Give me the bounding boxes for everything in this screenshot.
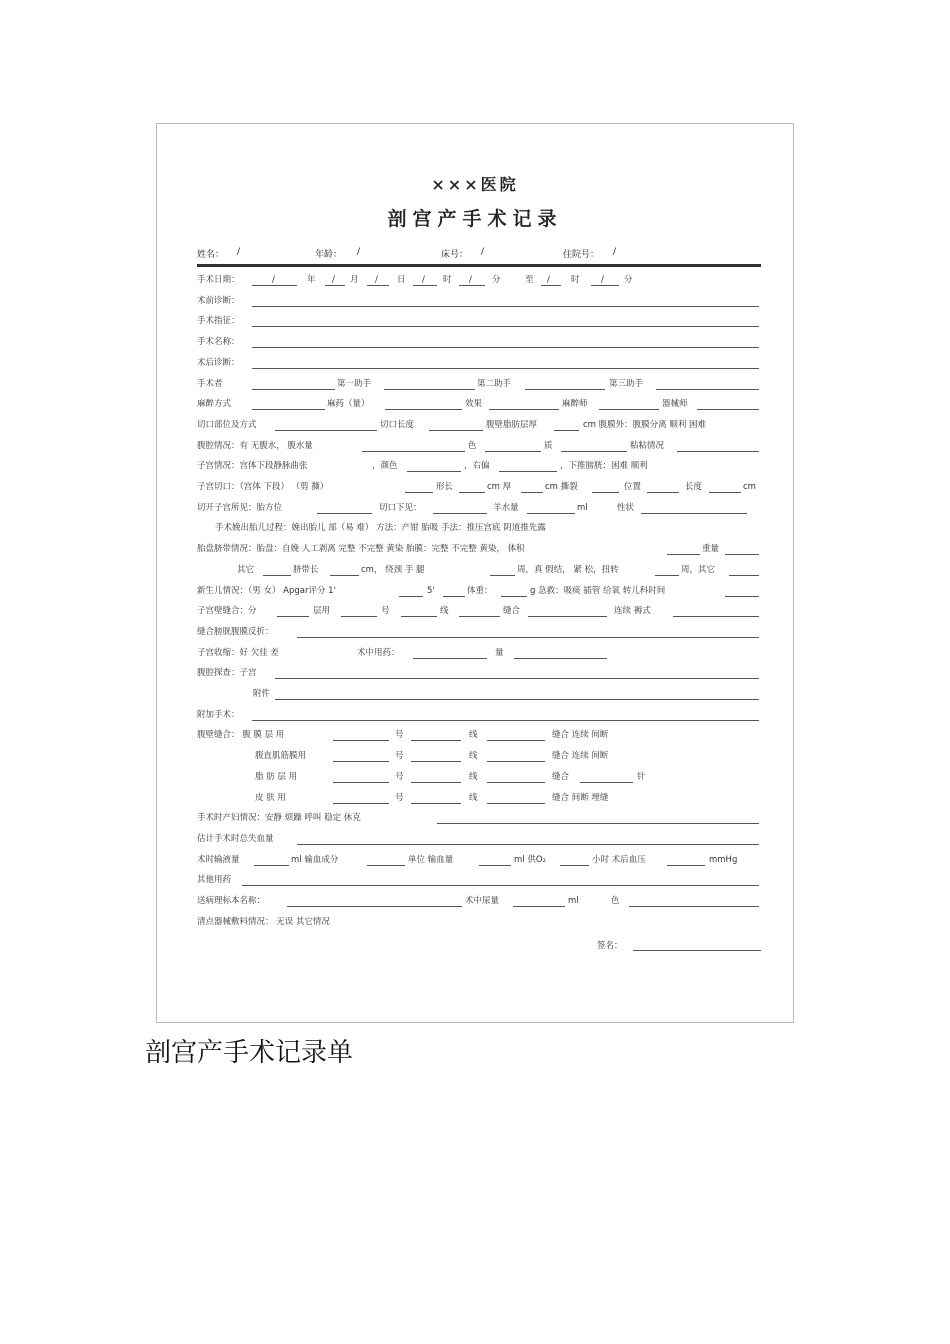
bed-value: / <box>481 247 485 257</box>
fill-in-line[interactable] <box>252 720 759 721</box>
fill-in-line[interactable] <box>252 347 759 348</box>
fill-in-line[interactable] <box>729 575 759 576</box>
field-label: 量 <box>495 647 504 658</box>
field-label: 位置 <box>624 482 642 492</box>
field-label: 5' <box>427 585 435 596</box>
field-label: 其它 <box>237 564 255 575</box>
field-label: 重量 <box>702 544 720 555</box>
form-row-opening-uterus <box>197 502 761 516</box>
field-label: / <box>547 275 550 285</box>
field-label: 清点器械敷料情况： 无误 其它情况 <box>197 916 330 927</box>
field-label: 手术娩出胎儿过程：娩出胎儿 部（易 难） 方法：产钳 胎吸 手法：推压宫底 阴道推先露 <box>215 523 546 534</box>
fill-in-line[interactable] <box>499 471 557 472</box>
signature-line[interactable] <box>633 950 761 951</box>
signature-row <box>197 939 761 953</box>
form-row-newborn <box>197 585 761 599</box>
form-title: 剖宫产手术记录 <box>387 208 563 230</box>
fill-in-line[interactable] <box>443 596 465 597</box>
fill-in-line[interactable] <box>487 782 545 783</box>
fill-in-line[interactable] <box>405 492 433 493</box>
form-row-peritoneal <box>197 440 761 454</box>
fill-in-line[interactable] <box>333 740 389 741</box>
form-row-surgeons <box>197 378 761 392</box>
form-row-instruments <box>197 916 761 930</box>
field-label: 线 <box>469 751 478 762</box>
field-label: ml 供O₂ <box>514 854 546 865</box>
field-label: 缝合膀胱腹膜反折： <box>197 626 274 637</box>
fill-in-line[interactable] <box>252 389 335 390</box>
form-row-bladder-peritoneum <box>197 626 761 640</box>
field-label: 切口下见： <box>379 502 422 513</box>
fill-in-line[interactable] <box>641 513 747 514</box>
fill-in-line[interactable] <box>333 782 389 783</box>
form-row-date <box>197 274 761 288</box>
fill-in-line[interactable] <box>667 865 705 866</box>
form-row-preop-dx <box>197 295 761 309</box>
fill-in-line[interactable] <box>411 740 461 741</box>
field-label: 号 <box>395 792 404 803</box>
field-label: 缝合 连续 间断 <box>552 751 609 762</box>
field-label: cm， 绕颈 手 腿 <box>361 564 425 575</box>
fill-in-line[interactable] <box>591 285 619 286</box>
field-label: 腹壁脂肪层厚 <box>486 419 538 430</box>
field-label: 线 <box>440 606 449 617</box>
fill-in-line[interactable] <box>254 865 289 866</box>
field-label: 第一助手 <box>337 378 372 389</box>
field-label: 腹腔探查：子宫 <box>197 668 257 679</box>
field-label: 术中用药： <box>357 647 400 658</box>
fill-in-line[interactable] <box>252 409 325 410</box>
fill-in-line[interactable] <box>413 658 487 659</box>
field-label: ml 输血成分 <box>291 854 339 865</box>
fill-in-line[interactable] <box>275 678 759 679</box>
header-divider <box>197 264 761 267</box>
field-label: 新生儿情况：（男 女） Apgar评分 1' <box>197 585 336 596</box>
form-row-other-meds <box>197 874 761 888</box>
field-label: 粘粘情况 <box>630 440 665 451</box>
patient-info-row <box>197 247 761 261</box>
fill-in-line[interactable] <box>541 285 561 286</box>
form-row-blood-loss <box>197 833 761 847</box>
field-label: 分 <box>492 275 501 285</box>
field-label: 腹腔情况：有 无腹水， 腹水量 <box>197 440 313 451</box>
form-row-cord <box>197 564 761 578</box>
fill-in-line[interactable] <box>479 865 511 866</box>
signature-label: 签名： <box>597 941 623 951</box>
fill-in-line[interactable] <box>287 906 462 907</box>
fill-in-line[interactable] <box>384 389 475 390</box>
form-row-pathology <box>197 895 761 909</box>
fill-in-line[interactable] <box>277 616 309 617</box>
field-label: 号 <box>395 730 404 741</box>
fill-in-line[interactable] <box>725 596 759 597</box>
fill-in-line[interactable] <box>527 513 575 514</box>
field-label: 术时输液量 <box>197 854 240 865</box>
field-label: / <box>469 275 472 285</box>
form-row-placenta <box>197 543 761 557</box>
form-row-suture-rectus <box>197 750 761 764</box>
field-label: / <box>375 275 378 285</box>
fill-in-line[interactable] <box>459 616 500 617</box>
fill-in-line[interactable] <box>333 803 389 804</box>
fill-in-line[interactable] <box>411 803 461 804</box>
field-label: 性状 <box>617 502 635 513</box>
fill-in-line[interactable] <box>525 389 605 390</box>
field-label: 胎盘脐带情况：胎盘：自娩 人工剥离 完整 不完整 黄染 胎膜：完整 不完整 黄染， 体积 <box>197 544 525 555</box>
fill-in-line[interactable] <box>252 368 759 369</box>
fill-in-line[interactable] <box>317 513 372 514</box>
form-row-postop-dx <box>197 357 761 371</box>
field-label: 质 <box>544 440 553 451</box>
field-label: ml <box>568 896 579 906</box>
fill-in-line[interactable] <box>697 409 759 410</box>
form-row-uterine-suture <box>197 605 761 619</box>
fill-in-line[interactable] <box>599 409 659 410</box>
fill-in-line[interactable] <box>459 285 485 286</box>
fill-in-line[interactable] <box>333 761 389 762</box>
fill-in-line[interactable] <box>437 823 759 824</box>
field-label: 长度 <box>685 482 703 492</box>
field-label: / <box>601 275 604 285</box>
fill-in-line[interactable] <box>252 326 759 327</box>
form-row-incision <box>197 419 761 433</box>
age-value: / <box>357 247 361 257</box>
field-label: 手术时产妇情况：安静 烦躁 呼叫 稳定 休克 <box>197 813 361 824</box>
field-label: 层用 <box>313 606 331 617</box>
field-label: 其他用药 <box>197 875 232 886</box>
fill-in-line[interactable] <box>673 616 759 617</box>
fill-in-line[interactable] <box>330 575 359 576</box>
form-row-infusion <box>197 854 761 868</box>
field-label: 手术指征： <box>197 316 240 327</box>
name-label: 姓名： <box>197 250 225 260</box>
form-row-uterine-incision <box>197 481 761 495</box>
field-label: 第二助手 <box>477 378 512 389</box>
field-label: 附件 <box>253 689 271 699</box>
form-row-anesthesia <box>197 398 761 412</box>
fill-in-line[interactable] <box>362 451 465 452</box>
fill-in-line[interactable] <box>341 616 377 617</box>
field-label: 脂 肪 层 用 <box>255 771 298 782</box>
fill-in-line[interactable] <box>487 740 545 741</box>
form-row-explore-adnexa <box>197 688 761 702</box>
field-label: ，右偏 <box>464 461 490 472</box>
fill-in-line[interactable] <box>513 906 565 907</box>
fill-in-line[interactable] <box>275 430 377 431</box>
field-label: 色 <box>468 440 477 451</box>
field-label: 分 <box>624 275 633 285</box>
fill-in-line[interactable] <box>325 285 345 286</box>
field-label: cm 腹膜外：腹膜分离 顺利 困难 <box>583 419 707 430</box>
field-label: 小时 术后血压 <box>592 854 646 865</box>
bed-label: 床号： <box>441 250 469 260</box>
fill-in-line[interactable] <box>485 451 541 452</box>
form-row-uterus <box>197 460 761 474</box>
fill-in-line[interactable] <box>489 409 559 410</box>
field-label: 子宫情况：宫体下段静脉曲张 <box>197 461 308 472</box>
field-label: 年 <box>307 275 316 285</box>
fill-in-line[interactable] <box>725 554 759 555</box>
fill-in-line[interactable] <box>385 409 462 410</box>
field-label: 子宫壁缝合：分 <box>197 606 257 617</box>
field-label: / <box>272 275 275 285</box>
field-label: 器械师 <box>662 399 688 410</box>
field-label: ，下推膀胱：困难 顺利 <box>560 461 648 472</box>
field-label: / <box>422 275 425 285</box>
field-label: 术中尿量 <box>465 896 500 906</box>
fill-in-line[interactable] <box>554 430 579 431</box>
field-label: 缝合 <box>503 606 521 617</box>
form-row-suture-fat <box>197 771 761 785</box>
field-label: 号 <box>395 751 404 762</box>
fill-in-line[interactable] <box>411 782 461 783</box>
fill-in-line[interactable] <box>275 699 759 700</box>
fill-in-line[interactable] <box>242 885 759 886</box>
form-row-delivery <box>197 522 761 536</box>
field-label: cm 撕裂 <box>545 482 578 492</box>
field-label: g 急救：吸痰 插管 给氧 转儿科时间 <box>530 585 666 596</box>
field-label: 子宫收缩：好 欠佳 差 <box>197 647 279 658</box>
form-row-maternal <box>197 812 761 826</box>
field-label: mmHg <box>709 854 738 865</box>
field-label: cm <box>743 482 756 492</box>
form-row-indication <box>197 315 761 329</box>
fill-in-line[interactable] <box>656 389 759 390</box>
field-label: 时 <box>571 275 580 285</box>
field-label: 连续 褥式 <box>614 606 651 617</box>
field-label: 体重： <box>467 585 493 596</box>
field-label: 缝合 连续 间断 <box>552 730 609 741</box>
field-label: 手术日期： <box>197 275 240 285</box>
field-label: 送病理标本名称： <box>197 896 266 906</box>
field-label: 周，其它 <box>681 564 716 575</box>
field-label: 线 <box>469 771 478 782</box>
form-row-explore-uterus <box>197 667 761 681</box>
field-label: 手术者 <box>197 378 223 389</box>
fill-in-line[interactable] <box>487 803 545 804</box>
fill-in-line[interactable] <box>297 637 759 638</box>
fill-in-line[interactable] <box>297 844 759 845</box>
field-label: 单位 输血量 <box>408 854 454 865</box>
field-label: 号 <box>381 606 390 617</box>
field-label: 估计手术时总失血量 <box>197 833 274 844</box>
field-label: 时 <box>443 275 452 285</box>
field-label: 线 <box>469 792 478 803</box>
form-row-suture-peritoneum <box>197 729 761 743</box>
fill-in-line[interactable] <box>655 575 679 576</box>
field-label: 附加手术： <box>197 709 240 720</box>
fill-in-line[interactable] <box>399 596 423 597</box>
field-label: cm 厚 <box>487 482 512 492</box>
age-label: 年龄： <box>315 250 343 260</box>
fill-in-line[interactable] <box>429 430 483 431</box>
page-caption: 剖宫产手术记录单 <box>145 1038 354 1068</box>
field-label: 至 <box>525 275 534 285</box>
fill-in-line[interactable] <box>413 285 437 286</box>
field-label: 缝合 <box>552 771 570 782</box>
field-label: 色 <box>611 896 620 906</box>
field-label: 麻醉方式 <box>197 399 232 410</box>
field-label: 皮 肤 用 <box>255 792 286 803</box>
fill-in-line[interactable] <box>487 761 545 762</box>
field-label: 子宫切口：（宫体 下段） （剪 撕） <box>197 482 329 492</box>
field-label: 号 <box>395 771 404 782</box>
field-label: ml <box>577 502 588 513</box>
field-label: 日 <box>397 275 406 285</box>
fill-in-line[interactable] <box>629 906 759 907</box>
fill-in-line[interactable] <box>647 492 679 493</box>
fill-in-line[interactable] <box>367 865 405 866</box>
fill-in-line[interactable] <box>592 492 619 493</box>
field-label: 腹壁缝合： 腹 膜 层 用 <box>197 730 285 741</box>
form-row-op-name <box>197 336 761 350</box>
hospital-name: ×××医院 <box>431 175 519 194</box>
fill-in-line[interactable] <box>367 285 389 286</box>
name-value: / <box>237 247 241 257</box>
field-label: 脐带长 <box>293 564 319 575</box>
field-label: 切口部位及方式 <box>197 419 257 430</box>
field-label: 切口长度 <box>380 419 415 430</box>
fill-in-line[interactable] <box>252 306 759 307</box>
field-label: 羊水量 <box>493 502 519 513</box>
field-label: 周，真 假结， 紧 松，扭转 <box>517 564 619 575</box>
fill-in-line[interactable] <box>490 575 515 576</box>
fill-in-line[interactable] <box>459 492 485 493</box>
fill-in-line[interactable] <box>263 575 291 576</box>
field-label: / <box>332 275 335 285</box>
field-label: 形长 <box>436 482 454 492</box>
fill-in-line[interactable] <box>667 554 700 555</box>
form-row-additional <box>197 709 761 723</box>
field-label: 术后诊断： <box>197 357 240 368</box>
field-label: 线 <box>469 730 478 741</box>
field-label: 麻药（量） <box>327 399 370 410</box>
field-label: 第三助手 <box>609 378 644 389</box>
form-row-suture-skin <box>197 792 761 806</box>
field-label: 缝合 间断 埋缝 <box>552 792 609 803</box>
fill-in-line[interactable] <box>501 596 527 597</box>
fill-in-line[interactable] <box>514 658 607 659</box>
admission-label: 住院号： <box>563 250 600 260</box>
fill-in-line[interactable] <box>677 451 759 452</box>
fill-in-line[interactable] <box>561 451 627 452</box>
fill-in-line[interactable] <box>407 471 461 472</box>
field-label: 切开子宫所见：胎方位 <box>197 502 283 513</box>
field-label: ，颜色 <box>372 461 398 472</box>
field-label: 手术名称： <box>197 337 240 348</box>
form-frame <box>156 123 794 1023</box>
admission-value: / <box>613 247 617 257</box>
form-row-contraction <box>197 647 761 661</box>
field-label: 针 <box>637 771 646 782</box>
fill-in-line[interactable] <box>528 616 607 617</box>
fill-in-line[interactable] <box>433 513 487 514</box>
field-label: 麻醉师 <box>562 399 588 410</box>
fill-in-line[interactable] <box>709 492 741 493</box>
field-label: 腹直肌筋膜用 <box>255 751 307 762</box>
field-label: 月 <box>350 275 359 285</box>
fill-in-line[interactable] <box>580 782 633 783</box>
fill-in-line[interactable] <box>411 761 461 762</box>
field-label: 术前诊断： <box>197 295 240 306</box>
field-label: 效果 <box>465 399 483 410</box>
fill-in-line[interactable] <box>521 492 543 493</box>
fill-in-line[interactable] <box>560 865 589 866</box>
fill-in-line[interactable] <box>401 616 437 617</box>
